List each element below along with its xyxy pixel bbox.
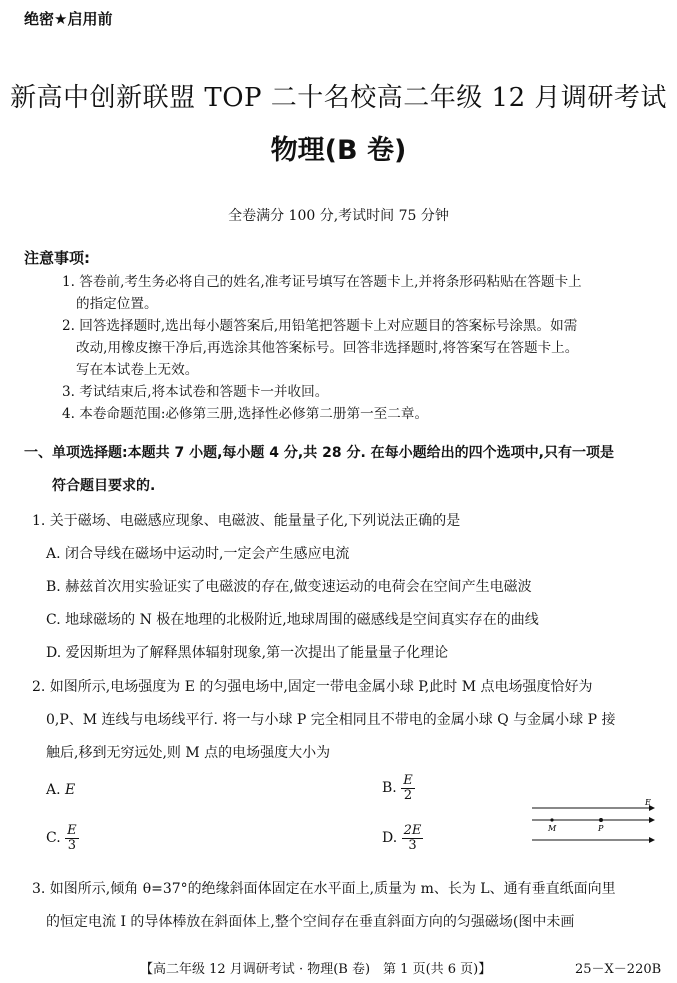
electric-field-figure — [530, 798, 660, 850]
notice-line: 2. 回答选择题时,选出每小题答案后,用铅笔把答题卡上对应题目的答案标号涂黑。如需 — [62, 318, 578, 334]
question-1-option-a: A. 闭合导线在磁场中运动时,一定会产生感应电流 — [46, 546, 350, 562]
label-m: M — [548, 824, 557, 833]
notice-line: 的指定位置。 — [76, 296, 158, 312]
label-e: E — [645, 798, 651, 807]
notice-line: 4. 本卷命题范围:必修第三册,选择性必修第二册第一至二章。 — [62, 406, 429, 422]
question-2-option-a: A. E — [46, 782, 76, 798]
paper-code: 25－X－220B — [575, 962, 662, 977]
question-2-option-c: C. $\frac{E}{3}$ — [46, 823, 77, 853]
section-heading-cont: 符合题目要求的. — [52, 478, 156, 494]
fraction: $\frac{E}{3}$ — [67, 823, 77, 853]
notice-line: 写在本试卷上无效。 — [76, 362, 199, 378]
exam-info: 全卷满分 100 分,考试时间 75 分钟 — [228, 208, 449, 224]
notice-line: 3. 考试结束后,将本试卷和答题卡一并收回。 — [62, 384, 329, 400]
fraction: $\frac{2E}{3}$ — [403, 823, 422, 853]
question-1-stem: 1. 关于磁场、电磁感应现象、电磁波、能量量子化,下列说法正确的是 — [32, 513, 461, 529]
question-2-option-d: D. $\frac{2E}{3}$ — [382, 823, 422, 853]
page-footer: 【高二年级 12 月调研考试 · 物理(B 卷) 第 1 页(共 6 页)】 — [140, 962, 492, 977]
confidential-label: 绝密★启用前 — [24, 10, 113, 28]
section-heading: 一、单项选择题:本题共 7 小题,每小题 4 分,共 28 分. 在每小题给出的四个选项中,只有一项是 — [24, 445, 614, 461]
question-2-option-b: B. $\frac{E}{2}$ — [382, 773, 413, 803]
notice-line: 1. 答卷前,考生务必将自己的姓名,准考证号填写在答题卡上,并将条形码粘贴在答题卡上 — [62, 274, 582, 290]
label-p: P — [598, 824, 604, 833]
question-1-option-b: B. 赫兹首次用实验证实了电磁波的存在,做变速运动的电荷会在空间产生电磁波 — [46, 579, 532, 595]
question-2-line: 0,P、M 连线与电场线平行. 将一与小球 P 完全相同且不带电的金属小球 Q 与金属小球 P 接 — [46, 712, 616, 728]
question-1-option-d: D. 爱因斯坦为了解释黑体辐射现象,第一次提出了能量量子化理论 — [46, 645, 449, 661]
notice-heading: 注意事项: — [24, 249, 90, 267]
fraction: $\frac{E}{2}$ — [403, 773, 413, 803]
exam-title: 新高中创新联盟 TOP 二十名校高二年级 12 月调研考试 — [10, 83, 667, 113]
question-2-line: 2. 如图所示,电场强度为 E 的匀强电场中,固定一带电金属小球 P,此时 M 点电场强度恰好为 — [32, 679, 593, 695]
exam-subtitle: 物理(B 卷) — [270, 135, 407, 166]
notice-line: 改动,用橡皮擦干净后,再选涂其他答案标号。回答非选择题时,将答案写在答题卡上。 — [76, 340, 579, 356]
question-3-line: 3. 如图所示,倾角 θ=37°的绝缘斜面体固定在水平面上,质量为 m、长为 L、通有垂直纸面向里 — [32, 881, 616, 897]
ball-p — [599, 818, 603, 822]
point-m — [550, 818, 553, 821]
question-3-line: 的恒定电流 I 的导体棒放在斜面体上,整个空间存在垂直斜面方向的匀强磁场(图中未画 — [46, 914, 575, 930]
question-2-line: 触后,移到无穷远处,则 M 点的电场强度大小为 — [46, 745, 331, 761]
question-1-option-c: C. 地球磁场的 N 极在地理的北极附近,地球周围的磁感线是空间真实存在的曲线 — [46, 612, 539, 628]
